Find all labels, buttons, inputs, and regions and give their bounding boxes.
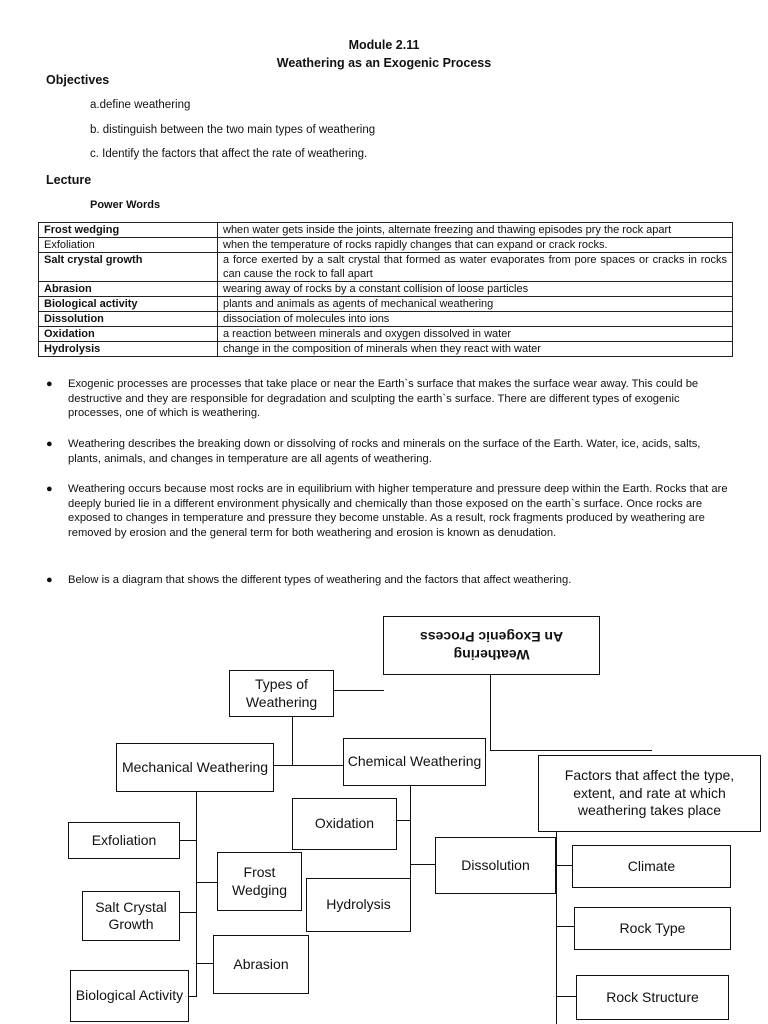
weathering-root-box: [383, 616, 600, 675]
dissolution-box: Dissolution: [435, 837, 556, 894]
table-row: [39, 327, 733, 342]
frost-wedging-box: Frost Wedging: [217, 852, 302, 911]
definition-cell: dissociation of molecules into ions: [218, 312, 733, 327]
biological-activity-box: Biological Activity: [70, 970, 189, 1022]
rock-structure-box: Rock Structure: [576, 975, 729, 1020]
hydrolysis-box: Hydrolysis: [306, 878, 411, 932]
table-row: [39, 238, 733, 253]
salt-crystal-growth-box: Salt Crystal Growth: [82, 891, 180, 941]
types-of-weathering-box: Types of Weathering: [229, 670, 334, 717]
mechanical-weathering-box: Mechanical Weathering: [116, 743, 274, 792]
exfoliation-box: Exfoliation: [68, 822, 180, 859]
definition-cell: when water gets inside the joints, alternate freezing and thawing episodes pry the rock apart: [218, 223, 733, 238]
table-row: [39, 253, 733, 282]
abrasion-box: Abrasion: [213, 935, 309, 994]
term-cell: Salt crystal growth: [39, 253, 218, 282]
bullet-text: Below is a diagram that shows the different types of weathering and the factors that affect weathering.: [68, 574, 572, 586]
term-cell: Frost wedging: [39, 223, 218, 238]
root-line2: An Exogenic Process: [419, 629, 564, 646]
table-row: [39, 297, 733, 312]
bullet-text: Weathering occurs because most rocks are in equilibrium with higher temperature and pressure deep within the Earth. Rocks that are deeply buried lie in a different environment physically and chemically than those exposed on the earth`s surface. Once rocks are exposed to changes in temperature and pressure they become unstable. As a result, rock fragments produced by weathering are removed by erosion and the general term for both weathering and erosion is known as denudation.: [68, 483, 728, 539]
chemical-weathering-box: Chemical Weathering: [343, 738, 486, 786]
definition-cell: a reaction between minerals and oxygen dissolved in water: [218, 327, 733, 342]
climate-box: Climate: [572, 845, 731, 888]
term-cell: Biological activity: [39, 297, 218, 312]
term-cell: Dissolution: [39, 312, 218, 327]
lecture-heading: Lecture: [46, 173, 92, 187]
term-cell: Abrasion: [39, 282, 218, 297]
definition-cell: plants and animals as agents of mechanical weathering: [218, 297, 733, 312]
bullet-dot-icon: ●: [46, 438, 53, 450]
objective-b: b. distinguish between the two main types of weathering: [90, 124, 376, 136]
table-row: [39, 312, 733, 327]
table-row: [39, 342, 733, 357]
oxidation-box: Oxidation: [292, 798, 397, 850]
factors-box: Factors that affect the type, extent, and rate at which weathering takes place: [538, 755, 761, 832]
power-words-heading: Power Words: [90, 199, 161, 211]
definition-cell: when the temperature of rocks rapidly changes that can expand or crack rocks.: [218, 238, 733, 253]
bullet-dot-icon: ●: [46, 574, 53, 586]
objective-a: a.define weathering: [90, 99, 191, 111]
objective-c: c. Identify the factors that affect the rate of weathering.: [90, 148, 368, 160]
bullet-item: [46, 437, 728, 466]
module-number: Module 2.11: [348, 38, 420, 52]
term-cell: Exfoliation: [39, 238, 218, 253]
table-row: [39, 282, 733, 297]
table-row: [39, 223, 733, 238]
definition-cell: change in the composition of minerals when they react with water: [218, 342, 733, 357]
bullet-item: [46, 482, 728, 540]
term-cell: Oxidation: [39, 327, 218, 342]
term-cell: Hydrolysis: [39, 342, 218, 357]
bullet-dot-icon: ●: [46, 378, 53, 390]
power-words-table: [38, 222, 733, 357]
bullet-text: Exogenic processes are processes that take place or near the Earth`s surface that makes the surface wear away. This could be destructive and they are responsible for degradation and sculpting the earth`s surface. There are different types of exogenic processes, one of which is weathering.: [68, 378, 699, 420]
upside-down-label: [420, 628, 563, 663]
definition-cell: wearing away of rocks by a constant collision of loose particles: [218, 282, 733, 297]
bullet-item: [46, 377, 728, 421]
module-title: Weathering as an Exogenic Process: [276, 56, 492, 70]
definition-cell: a force exerted by a salt crystal that formed as water evaporates from pore spaces or cracks in rocks can cause the rock to fall apart: [218, 253, 733, 282]
rock-type-box: Rock Type: [574, 907, 731, 950]
objectives-heading: Objectives: [46, 73, 110, 87]
bullet-text: Weathering describes the breaking down or dissolving of rocks and minerals on the surface of the Earth. Water, ice, acids, salts, plants, animals, and changes in temperature are all agents of weathering.: [68, 438, 701, 465]
root-line1: Weathering: [453, 647, 530, 663]
bullet-dot-icon: ●: [46, 483, 53, 495]
bullet-item: [46, 573, 728, 588]
